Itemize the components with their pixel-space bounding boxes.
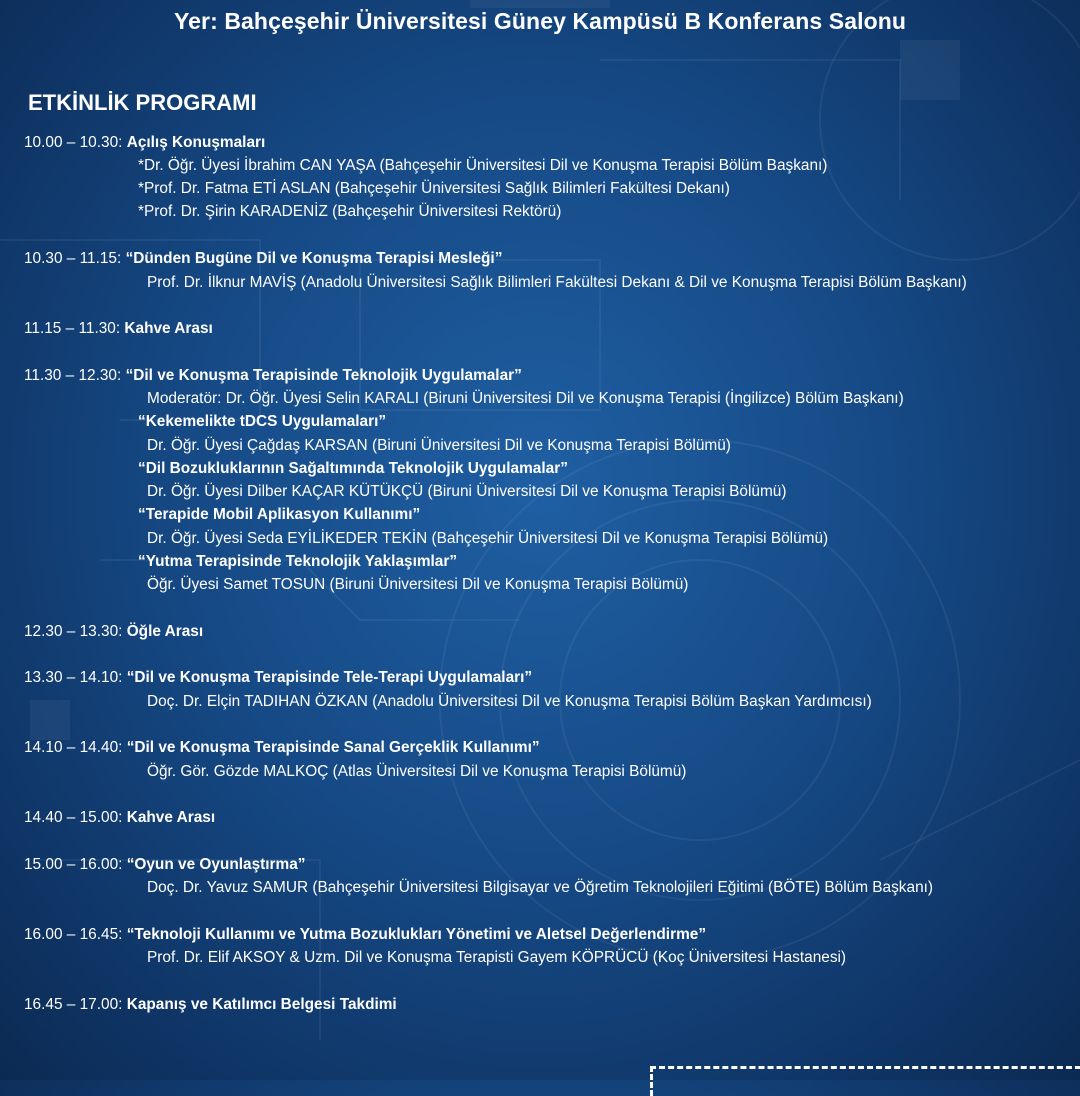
speaker-line: Dr. Öğr. Üyesi Seda EYİLİKEDER TEKİN (Bahçeşehir Üniversitesi Dil ve Konuşma Terapisi Bölümü) — [147, 530, 829, 547]
session-time: 14.10 – 14.40: — [24, 739, 127, 756]
program-line — [24, 319, 213, 339]
session-time: 10.00 – 10.30: — [24, 134, 127, 151]
session-time: 10.30 – 11.15: — [24, 250, 126, 267]
program-line — [147, 436, 731, 456]
session-time: 15.00 – 16.00: — [24, 856, 127, 873]
program-line — [24, 855, 305, 875]
dashed-frame-corner — [650, 1066, 1080, 1096]
program-line — [24, 366, 522, 386]
program-line — [147, 762, 686, 782]
session-title: “Dünden Bugüne Dil ve Konuşma Terapisi Mesleği” — [125, 250, 503, 267]
program-line — [147, 482, 786, 502]
speaker-line: Doç. Dr. Elçin TADIHAN ÖZKAN (Anadolu Üniversitesi Dil ve Konuşma Terapisi Bölüm Başkan Yardımcısı) — [147, 693, 872, 710]
program-line — [24, 995, 397, 1015]
speaker-line: Dr. Öğr. Üyesi Dilber KAÇAR KÜTÜKÇÜ (Biruni Üniversitesi Dil ve Konuşma Terapisi Bölümü) — [147, 483, 787, 500]
program-line — [138, 412, 386, 432]
speaker-line: Prof. Dr. İlknur MAVİŞ (Anadolu Üniversitesi Sağlık Bilimleri Fakültesi Dekanı & Dil ve Konuşma Terapisi Bölüm Başkanı) — [147, 274, 967, 291]
program-line — [138, 202, 561, 222]
session-title: “Kekemelikte tDCS Uygulamaları” — [138, 413, 387, 430]
speaker-line: Öğr. Üyesi Samet TOSUN (Biruni Üniversitesi Dil ve Konuşma Terapisi Bölümü) — [147, 576, 689, 593]
session-title: “Dil ve Konuşma Terapisinde Sanal Gerçeklik Kullanımı” — [126, 739, 540, 756]
speaker-line: Prof. Dr. Elif AKSOY & Uzm. Dil ve Konuşma Terapisti Gayem KÖPRÜCÜ (Koç Üniversitesi Hastanesi) — [147, 949, 847, 966]
program-line — [24, 738, 540, 758]
program-line — [138, 552, 457, 572]
program-line — [24, 249, 502, 269]
speaker-line: Moderatör: Dr. Öğr. Üyesi Selin KARALI (Biruni Üniversitesi Dil ve Konuşma Terapisi (İngilizce) Bölüm Başkanı) — [147, 390, 904, 407]
session-title: “Dil ve Konuşma Terapisinde Teknolojik Uygulamalar” — [125, 367, 522, 384]
program-line — [147, 389, 904, 409]
speaker-line: *Prof. Dr. Şirin KARADENİZ (Bahçeşehir Üniversitesi Rektörü) — [138, 203, 562, 220]
program-line — [147, 948, 846, 968]
session-title: “Oyun ve Oyunlaştırma” — [126, 856, 306, 873]
program-line — [147, 273, 967, 293]
program-line — [24, 668, 532, 688]
program-line — [147, 529, 828, 549]
speaker-line: *Dr. Öğr. Üyesi İbrahim CAN YAŞA (Bahçeşehir Üniversitesi Dil ve Konuşma Terapisi Bölüm Başkanı) — [138, 157, 828, 174]
program-line — [24, 622, 203, 642]
session-title: “Teknoloji Kullanımı ve Yutma Bozuklukları Yönetimi ve Aletsel Değerlendirme” — [126, 926, 707, 943]
session-title: Öğle Arası — [126, 623, 204, 640]
session-time: 11.15 – 11.30: — [24, 320, 125, 337]
program-line — [138, 459, 568, 479]
session-time: 12.30 – 13.30: — [24, 623, 127, 640]
program-line — [147, 878, 933, 898]
session-time: 16.45 – 17.00: — [24, 996, 127, 1013]
speaker-line: Doç. Dr. Yavuz SAMUR (Bahçeşehir Üniversitesi Bilgisayar ve Öğretim Teknolojileri Eğitimi (BÖTE) Bölüm Başkanı) — [147, 879, 934, 896]
program-title: ETKİNLİK PROGRAMI — [28, 90, 257, 115]
program-line — [24, 925, 706, 945]
session-title: Kahve Arası — [124, 320, 213, 337]
session-title: “Dil ve Konuşma Terapisinde Tele-Terapi Uygulamaları” — [126, 669, 533, 686]
session-title: “Yutma Terapisinde Teknolojik Yaklaşımlar” — [138, 553, 458, 570]
program-line — [24, 808, 215, 828]
session-time: 11.30 – 12.30: — [24, 367, 126, 384]
session-title: Kapanış ve Katılımcı Belgesi Takdimi — [126, 996, 397, 1013]
program-line — [24, 133, 265, 153]
venue-heading: Yer: Bahçeşehir Üniversitesi Güney Kampüsü B Konferans Salonu — [173, 8, 907, 34]
session-title: Açılış Konuşmaları — [126, 134, 266, 151]
session-title: Kahve Arası — [126, 809, 216, 826]
session-time: 13.30 – 14.10: — [24, 669, 127, 686]
session-title: “Terapide Mobil Aplikasyon Kullanımı” — [138, 506, 421, 523]
program-line — [138, 179, 730, 199]
speaker-line: *Prof. Dr. Fatma ETİ ASLAN (Bahçeşehir Üniversitesi Sağlık Bilimleri Fakültesi Dekanı) — [138, 180, 730, 197]
program-line — [138, 156, 827, 176]
session-time: 14.40 – 15.00: — [24, 809, 127, 826]
session-time: 16.00 – 16.45: — [24, 926, 127, 943]
speaker-line: Öğr. Gör. Gözde MALKOÇ (Atlas Üniversitesi Dil ve Konuşma Terapisi Bölümü) — [147, 763, 687, 780]
program-line — [147, 575, 688, 595]
program-line — [147, 692, 872, 712]
program-line — [138, 505, 420, 525]
speaker-line: Dr. Öğr. Üyesi Çağdaş KARSAN (Biruni Üniversitesi Dil ve Konuşma Terapisi Bölümü) — [147, 437, 731, 454]
session-title: “Dil Bozukluklarının Sağaltımında Teknolojik Uygulamalar” — [138, 460, 568, 477]
